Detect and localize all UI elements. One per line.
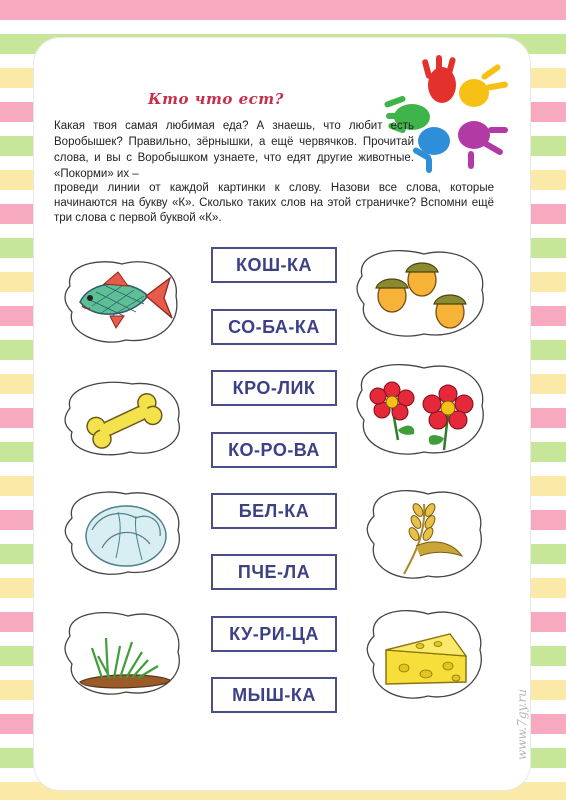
fish-picture[interactable] xyxy=(60,256,184,348)
flowers-icon xyxy=(352,360,492,460)
acorns-icon xyxy=(352,246,492,342)
wheat-icon xyxy=(364,486,488,584)
wheat-picture[interactable] xyxy=(364,486,488,584)
word-box[interactable]: КОШ-КА xyxy=(211,247,337,283)
bone-picture[interactable] xyxy=(62,378,186,460)
word-box[interactable]: КУ-РИ-ЦА xyxy=(211,616,337,652)
instructions-paragraph-1: Какая твоя самая любимая еда? А знаешь, что любит есть Воробышек? Правильно, зёрнышки, а ещё червячков. Прочитай слова, и вы с Воробышком узнаете, что едят другие животные. «Покорми» их – xyxy=(54,120,414,180)
watermark-text: www.7gy.ru xyxy=(515,689,529,760)
fish-icon xyxy=(60,256,184,348)
word-box[interactable]: БЕЛ-КА xyxy=(211,493,337,529)
word-box[interactable]: СО-БА-КА xyxy=(211,309,337,345)
cabbage-picture[interactable] xyxy=(62,488,186,580)
instructions-paragraph-2: проведи линии от каждой картинки к слову. Назови все слова, которые начинаются на букву «К». Сколько таких слов на этой страничке? Вспомни ещё три слова с первой буквой «К». xyxy=(54,182,494,224)
word-box[interactable]: КРО-ЛИК xyxy=(211,370,337,406)
word-box[interactable]: МЫШ-КА xyxy=(211,677,337,713)
word-box[interactable]: КО-РО-ВА xyxy=(211,432,337,468)
cabbage-icon xyxy=(62,488,186,580)
page-title: Кто что ест? xyxy=(148,90,284,108)
bone-icon xyxy=(62,378,186,460)
cheese-picture[interactable] xyxy=(364,606,488,704)
flowers-picture[interactable] xyxy=(352,360,492,460)
acorns-picture[interactable] xyxy=(352,246,492,342)
grass-icon xyxy=(62,608,186,700)
grass-picture[interactable] xyxy=(62,608,186,700)
cheese-icon xyxy=(364,606,488,704)
word-box[interactable]: ПЧЕ-ЛА xyxy=(211,554,337,590)
